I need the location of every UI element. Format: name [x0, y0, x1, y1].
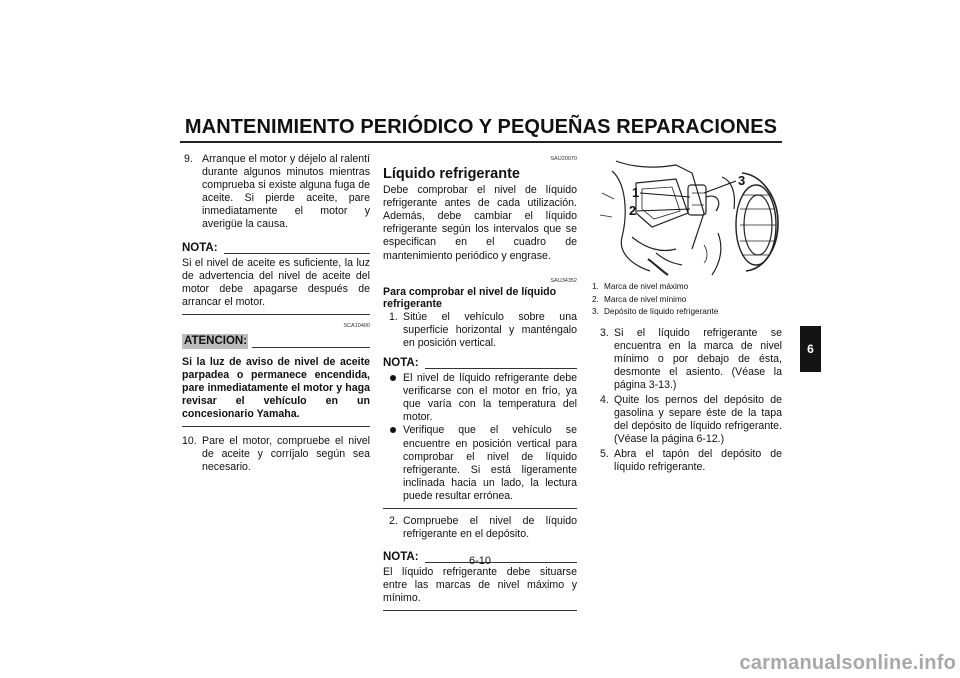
figure-illustration	[592, 153, 782, 281]
nota-bullet	[383, 424, 577, 503]
step-number: 9.	[184, 153, 193, 165]
nota-end-rule	[182, 314, 370, 315]
chapter-tab: 6	[800, 326, 821, 372]
step-number: 1.	[389, 310, 398, 323]
bullet-text: Verifique que el vehículo se encuentre en posición vertical para comprobar el nivel de líquido refrigerante. Si está ligeramente inclinada hacia un lado, la lectura puede resultar errónea.	[403, 424, 577, 502]
section-code: SCA10400	[343, 322, 370, 329]
nota-header	[383, 357, 577, 372]
section-code: SAU34352	[550, 277, 577, 284]
step-1	[383, 311, 577, 350]
step-text: Abra el tapón del depósito de líquido refrigerante.	[614, 448, 782, 474]
callout-1: 1	[632, 185, 640, 200]
step-text: Quite los pernos del depósito de gasolina y separe éste de la tapa del depósito de líquido refrigerante. (Véase la página 6-12.)	[614, 393, 782, 446]
nota-label: NOTA:	[182, 242, 224, 255]
bullet-text: El nivel de líquido refrigerante debe verificarse con el motor en frío, ya que varía con la temperatura del motor.	[403, 372, 577, 424]
step-text: Si el líquido refrigerante se encuentra en la marca de nivel mínimo o por debajo de ésta, desmonte el asiento. (Véase la página 3-13.)	[614, 326, 782, 391]
nota-text: El líquido refrigerante debe situarse entre las marcas de nivel máximo y mínimo.	[383, 566, 577, 605]
watermark: carmanualsonline.info	[739, 652, 956, 674]
intro-text: Debe comprobar el nivel de líquido refrigerante antes de cada utilización. Además, debe cambiar el líquido refrigerante según los intervalos que se especifican en el cuadro de mantenimiento periódico y engrase.	[383, 184, 577, 262]
step-text: Arranque el motor y déjelo al ralentí durante algunos minutos mientras comprueba si existe alguna fuga de aceite. Si pierde aceite, pare inmediatamente el motor y averigüe la causa.	[202, 153, 370, 231]
caption-item: 1. Marca de nivel máximo	[592, 282, 689, 291]
step-text: Pare el motor, compruebe el nivel de aceite y corríjalo según sea necesario.	[202, 434, 370, 473]
step-text: Compruebe el nivel de líquido refrigerante en el depósito.	[403, 514, 577, 541]
header-rule	[180, 141, 782, 143]
nota-label: NOTA:	[383, 357, 425, 370]
caption-item: 3. Depósito de líquido refrigerante	[592, 307, 719, 316]
step-number: 10.	[182, 434, 197, 447]
atencion-text: Si la luz de aviso de nivel de aceite parpadea o permanece encendida, pare inmediatamente el motor y haga revisar el vehículo en un concesionario Yamaha.	[182, 356, 370, 421]
step-5	[592, 448, 782, 474]
bullet-dot	[390, 375, 396, 381]
callout-2: 2	[629, 203, 637, 218]
section-code: SAU20070	[550, 156, 577, 162]
step-number: 3.	[600, 326, 609, 339]
page-title: MANTENIMIENTO PERIÓDICO Y PEQUEÑAS REPARACIONES	[184, 116, 778, 138]
step-10	[182, 435, 370, 474]
atencion-label: ATENCION:	[184, 335, 248, 348]
step-2	[383, 515, 577, 541]
atencion-header	[182, 334, 370, 351]
bullet-dot	[390, 427, 396, 433]
caption-item: 2. Marca de nivel mínimo	[592, 294, 687, 304]
nota-label: NOTA:	[383, 551, 425, 564]
subsection-heading: Para comprobar el nivel de líquido refrigerante	[383, 285, 557, 310]
section-heading: Líquido refrigerante	[383, 166, 520, 183]
coolant-reservoir-figure	[592, 153, 782, 281]
nota-bullet	[383, 372, 577, 424]
page-header	[180, 116, 782, 142]
nota-header	[182, 242, 370, 257]
callout-3: 3	[738, 173, 746, 188]
step-9	[182, 153, 370, 232]
atencion-rule	[252, 347, 370, 348]
nota-end-rule	[383, 508, 577, 509]
atencion-end-rule	[182, 426, 370, 427]
column-right	[592, 281, 782, 475]
step-4	[592, 394, 782, 446]
step-3	[592, 327, 782, 392]
step-text: Sitúe el vehículo sobre una superficie horizontal y manténgalo en posición vertical.	[403, 310, 577, 349]
nota-end-rule	[383, 610, 577, 611]
step-number: 4.	[600, 393, 609, 406]
nota-text: Si el nivel de aceite es suficiente, la luz de advertencia del nivel de aceite del motor debe apagarse después de arrancar el motor.	[182, 256, 370, 308]
column-middle	[383, 153, 577, 611]
step-number: 2.	[389, 514, 398, 527]
page-number: 6-10	[468, 555, 492, 567]
step-number: 5.	[600, 448, 609, 461]
column-left	[182, 153, 370, 474]
figure-captions	[592, 281, 782, 319]
